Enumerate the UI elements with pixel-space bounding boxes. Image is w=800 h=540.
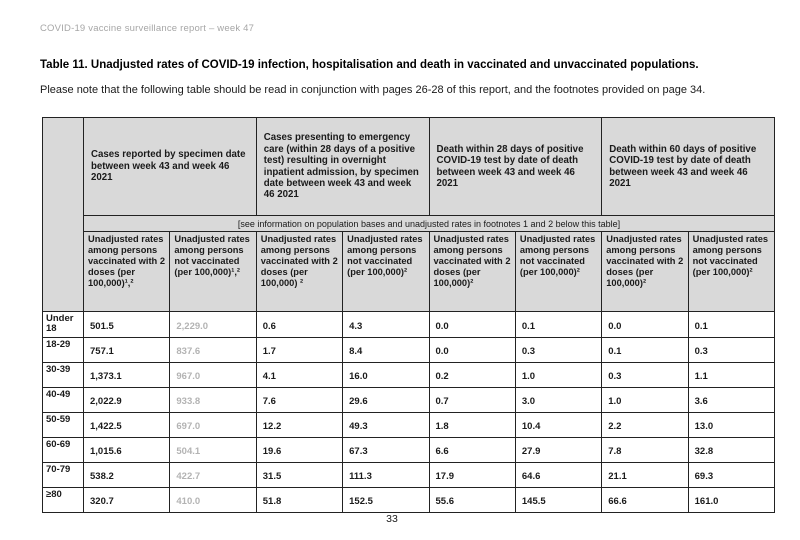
- rate-value-cell: 49.3: [343, 412, 429, 437]
- subheader-emergency-unvaccinated: Unadjusted rates among persons not vaccinated (per 100,000)²: [343, 232, 429, 312]
- rate-value-cell: 16.0: [343, 362, 429, 387]
- rate-value-cell: 12.2: [256, 412, 342, 437]
- age-group-label: 40-49: [43, 387, 84, 412]
- rate-value-cell: 145.5: [515, 487, 601, 512]
- rate-value-cell: 967.0: [170, 362, 256, 387]
- rate-value-cell: 0.3: [688, 337, 774, 362]
- rate-value-cell: 10.4: [515, 412, 601, 437]
- subheader-death60-unvaccinated: Unadjusted rates among persons not vaccinated (per 100,000)²: [688, 232, 774, 312]
- rate-value-cell: 2,229.0: [170, 312, 256, 338]
- rate-value-cell: 29.6: [343, 387, 429, 412]
- group-header-emergency-care: Cases presenting to emergency care (within 28 days of a positive test) resulting in overnight inpatient admission, by specimen date between week 43 and week 46 2021: [256, 118, 429, 216]
- table-row: [43, 387, 775, 412]
- rate-value-cell: 0.1: [515, 312, 601, 338]
- age-group-label: 70-79: [43, 462, 84, 487]
- rate-value-cell: 320.7: [84, 487, 170, 512]
- report-header-meta: COVID-19 vaccine surveillance report – week 47: [40, 23, 255, 34]
- subheader-row: [43, 232, 775, 312]
- rate-value-cell: 2.2: [602, 412, 688, 437]
- rate-value-cell: 111.3: [343, 462, 429, 487]
- subheader-death60-vaccinated: Unadjusted rates among persons vaccinated with 2 doses (per 100,000)²: [602, 232, 688, 312]
- group-header-row: [43, 118, 775, 216]
- table-row: [43, 362, 775, 387]
- table-row: [43, 337, 775, 362]
- rate-value-cell: 19.6: [256, 437, 342, 462]
- table-row: [43, 462, 775, 487]
- age-group-label: 30-39: [43, 362, 84, 387]
- table-row: [43, 312, 775, 338]
- rate-value-cell: 4.3: [343, 312, 429, 338]
- rate-value-cell: 538.2: [84, 462, 170, 487]
- rate-value-cell: 152.5: [343, 487, 429, 512]
- rate-value-cell: 0.1: [602, 337, 688, 362]
- rate-value-cell: 697.0: [170, 412, 256, 437]
- rate-value-cell: 0.3: [515, 337, 601, 362]
- rate-value-cell: 4.1: [256, 362, 342, 387]
- rate-value-cell: 0.1: [688, 312, 774, 338]
- rate-value-cell: 64.6: [515, 462, 601, 487]
- rate-value-cell: 17.9: [429, 462, 515, 487]
- rate-value-cell: 7.8: [602, 437, 688, 462]
- rate-value-cell: 1,373.1: [84, 362, 170, 387]
- rate-value-cell: 422.7: [170, 462, 256, 487]
- rate-value-cell: 13.0: [688, 412, 774, 437]
- rate-value-cell: 31.5: [256, 462, 342, 487]
- subheader-cases-unvaccinated: Unadjusted rates among persons not vaccinated (per 100,000)¹,²: [170, 232, 256, 312]
- footnote-row-text: [see information on population bases and unadjusted rates in footnotes 1 and 2 below this table]: [84, 216, 775, 232]
- rates-table: [42, 117, 775, 513]
- rate-value-cell: 1.8: [429, 412, 515, 437]
- rate-value-cell: 3.0: [515, 387, 601, 412]
- table-title: Table 11. Unadjusted rates of COVID-19 infection, hospitalisation and death in vaccinated and unvaccinated populations.: [40, 59, 699, 71]
- rate-value-cell: 0.7: [429, 387, 515, 412]
- age-group-label: Under 18: [43, 312, 84, 338]
- table-note: Please note that the following table should be read in conjunction with pages 26-28 of this report, and the footnotes provided on page 34.: [40, 84, 706, 96]
- subheader-death28-vaccinated: Unadjusted rates among persons vaccinated with 2 doses (per 100,000)²: [429, 232, 515, 312]
- table-row: [43, 487, 775, 512]
- rate-value-cell: 0.0: [429, 312, 515, 338]
- age-column-corner-cell: [43, 118, 84, 312]
- rate-value-cell: 0.2: [429, 362, 515, 387]
- group-header-death-60-days: Death within 60 days of positive COVID-19 test by date of death between week 43 and week 46 2021: [602, 118, 775, 216]
- subheader-emergency-vaccinated: Unadjusted rates among persons vaccinated with 2 doses (per 100,000) ²: [256, 232, 342, 312]
- rate-value-cell: 1.7: [256, 337, 342, 362]
- rate-value-cell: 21.1: [602, 462, 688, 487]
- rate-value-cell: 1,015.6: [84, 437, 170, 462]
- group-header-cases: Cases reported by specimen date between week 43 and week 46 2021: [84, 118, 257, 216]
- rate-value-cell: 27.9: [515, 437, 601, 462]
- rate-value-cell: 837.6: [170, 337, 256, 362]
- rate-value-cell: 0.6: [256, 312, 342, 338]
- rate-value-cell: 0.0: [429, 337, 515, 362]
- page-number: 33: [386, 513, 398, 525]
- rate-value-cell: 1.0: [602, 387, 688, 412]
- rate-value-cell: 1,422.5: [84, 412, 170, 437]
- age-group-label: ≥80: [43, 487, 84, 512]
- table-row: [43, 412, 775, 437]
- footnote-row: [43, 216, 775, 232]
- age-group-label: 50-59: [43, 412, 84, 437]
- rate-value-cell: 3.6: [688, 387, 774, 412]
- rate-value-cell: 0.3: [602, 362, 688, 387]
- age-group-label: 18-29: [43, 337, 84, 362]
- group-header-death-28-days: Death within 28 days of positive COVID-19 test by date of death between week 43 and week 46 2021: [429, 118, 602, 216]
- rate-value-cell: 32.8: [688, 437, 774, 462]
- rate-value-cell: 504.1: [170, 437, 256, 462]
- rate-value-cell: 69.3: [688, 462, 774, 487]
- subheader-death28-unvaccinated: Unadjusted rates among persons not vaccinated (per 100,000)²: [515, 232, 601, 312]
- rate-value-cell: 6.6: [429, 437, 515, 462]
- rate-value-cell: 0.0: [602, 312, 688, 338]
- rate-value-cell: 933.8: [170, 387, 256, 412]
- rate-value-cell: 55.6: [429, 487, 515, 512]
- table-row: [43, 437, 775, 462]
- rate-value-cell: 1.1: [688, 362, 774, 387]
- rate-value-cell: 7.6: [256, 387, 342, 412]
- rate-value-cell: 8.4: [343, 337, 429, 362]
- rate-value-cell: 2,022.9: [84, 387, 170, 412]
- rate-value-cell: 66.6: [602, 487, 688, 512]
- rate-value-cell: 410.0: [170, 487, 256, 512]
- rate-value-cell: 757.1: [84, 337, 170, 362]
- rate-value-cell: 51.8: [256, 487, 342, 512]
- rate-value-cell: 161.0: [688, 487, 774, 512]
- rate-value-cell: 67.3: [343, 437, 429, 462]
- rate-value-cell: 1.0: [515, 362, 601, 387]
- rate-value-cell: 501.5: [84, 312, 170, 338]
- age-group-label: 60-69: [43, 437, 84, 462]
- subheader-cases-vaccinated: Unadjusted rates among persons vaccinated with 2 doses (per 100,000)¹,²: [84, 232, 170, 312]
